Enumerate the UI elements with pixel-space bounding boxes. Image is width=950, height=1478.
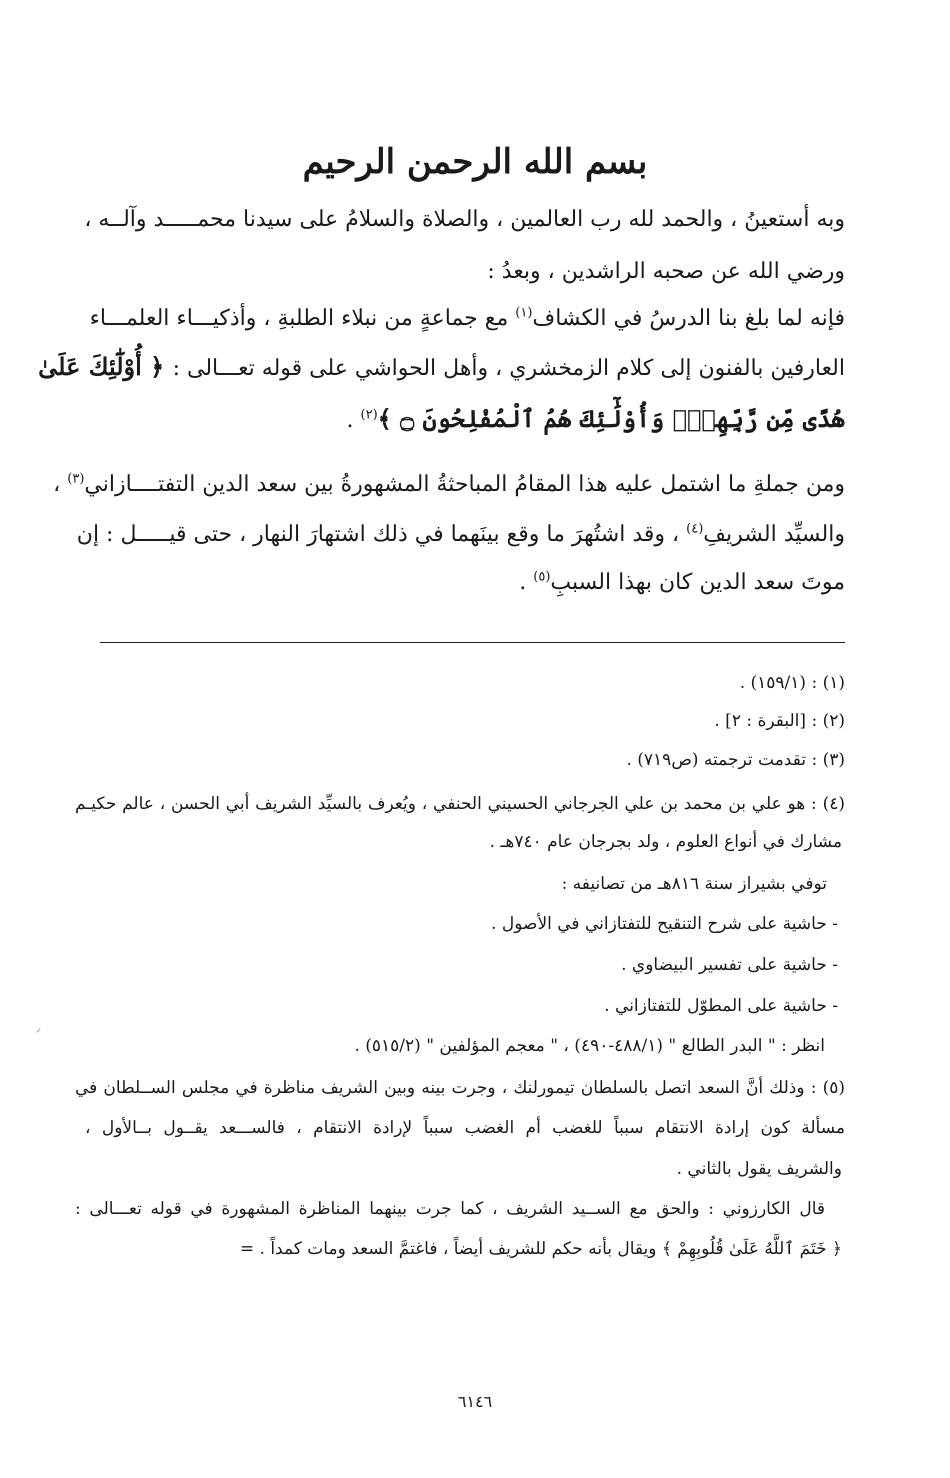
footnote-4: (٤) : هو علي بن محمد بن علي الجرجاني الحسيني الحنفي ، ويُعرف بالسيِّد الشريف أبي الحسن ، عالم حكيـم: [75, 794, 845, 814]
body-line-7: والسيِّد الشريفِ$^{(٤)}$ ، وقد اشتُهرَ ما وقع بينَهما في ذلك اشتهارَ النهار ، حتى قيـــــل : إن: [76, 521, 845, 547]
body-line-4: العارفين بالفنون إلى كلام الزمخشري ، وأهل الحواشي على قوله تعـــالى : ﴿ أُوْلَٰٓئِكَ عَلَىٰ: [38, 352, 845, 381]
body-line-3: فإنه لما بلغ بنا الدرسُ في الكشاف$^{(١)}$ مع جماعةٍ من نبلاء الطلبةِ ، وأذكيـــاء العلمـــاء: [89, 305, 845, 331]
footnote-4-work-2: - حاشية على تفسير البيضاوي .: [621, 955, 838, 975]
footnote-separator: [100, 642, 845, 643]
body-line-1: وبه أستعينُ ، والحمد لله رب العالمين ، والصلاة والسلامُ على سيدنا محمـــــد وآلــه ،: [84, 207, 845, 232]
footnote-3: (٣) : تقدمت ترجمته (ص٧١٩) .: [626, 750, 845, 770]
body-line-8: موتَ سعد الدين كان بهذا السببِ$^{(٥)}$ .: [519, 569, 845, 595]
footnote-5-cont-1: مسألة كون إرادة الانتقام سبباً للغضب أم الغضب سبباً لإرادة الانتقام ، فالســـعد يقــول بــالأول ،: [85, 1118, 845, 1138]
footnote-ref-4: (٤): [686, 521, 704, 537]
footnote-ref-5: (٥): [533, 569, 551, 585]
footnote-2: (٢) : [البقرة : ٢] .: [714, 711, 845, 731]
page-number: ٦١٤٦: [457, 1392, 493, 1411]
body-line-5: هُدًى مِّن رَّبِّهِمْۖ وَأُوْلَٰٓئِكَ هُمُ ٱلْمُفْلِحُونَ ۝ ﴾$^{(٢)}$ .: [346, 404, 845, 433]
footnote-ref-1: (١): [515, 305, 533, 321]
body-line-6: ومن جملةِ ما اشتمل عليه هذا المقامُ المباحثةُ المشهورةُ بين سعد الدين التفتــــازاني$^{(٣)}$ ،: [53, 471, 845, 497]
footnote-5: (٥) : وذلك أنَّ السعد اتصل بالسلطان تيمورلنك ، وجرت بينه وبين الشريف مناظرة في مجلس الســلطان في: [75, 1078, 845, 1098]
footnote-4-work-1: - حاشية على شرح التنقيح للتفتازاني في الأصول .: [491, 914, 838, 934]
scan-mark: [37, 1028, 41, 1032]
footnote-ref-3: (٣): [67, 471, 85, 487]
footnote-5-quote: قال الكارزوني : والحق مع الســيد الشريف ، كما جرت بينهما المناظرة المشهورة في قوله تعـــالى :: [75, 1199, 825, 1219]
footnote-4-refs: انظر : " البدر الطالع " (٤٨٨/١-٤٩٠) ، " معجم المؤلفين " (٥١٥/٢) .: [354, 1036, 825, 1056]
footnote-4-work-3: - حاشية على المطوّل للتفتازاني .: [604, 996, 838, 1016]
footnote-1: (١) : (١٥٩/١) .: [739, 673, 845, 693]
footnote-4-cont: مشارك في أنواع العلوم ، ولد بجرجان عام ٧٤٠هـ .: [489, 832, 842, 852]
quran-verse: ﴿ أُوْلَٰٓئِكَ عَلَىٰ: [38, 352, 173, 381]
body-line-2: ورضي الله عن صحبه الراشدين ، وبعدُ :: [487, 259, 845, 284]
footnote-5-cont-2: والشريف يقول بالثاني .: [676, 1159, 842, 1179]
footnote-ref-2: (٢): [360, 407, 378, 423]
basmala-heading: بسم الله الرحمن الرحيم: [302, 142, 648, 182]
quran-verse: هُدًى مِّن رَّبِّهِمْۖ وَأُوْلَٰٓئِكَ هُمُ ٱلْمُفْلِحُونَ ۝ ﴾: [377, 404, 845, 433]
footnote-5-end: ﴿ خَتَمَ ٱللَّهُ عَلَىٰ قُلُوبِهِمْ ﴾ ويقال بأنه حكم للشريف أيضاً ، فاغتمَّ السعد ومات كمداً . =: [239, 1239, 842, 1259]
footnote-4-death: توفي بشيراز سنة ٨١٦هـ من تصانيفه :: [561, 874, 827, 894]
